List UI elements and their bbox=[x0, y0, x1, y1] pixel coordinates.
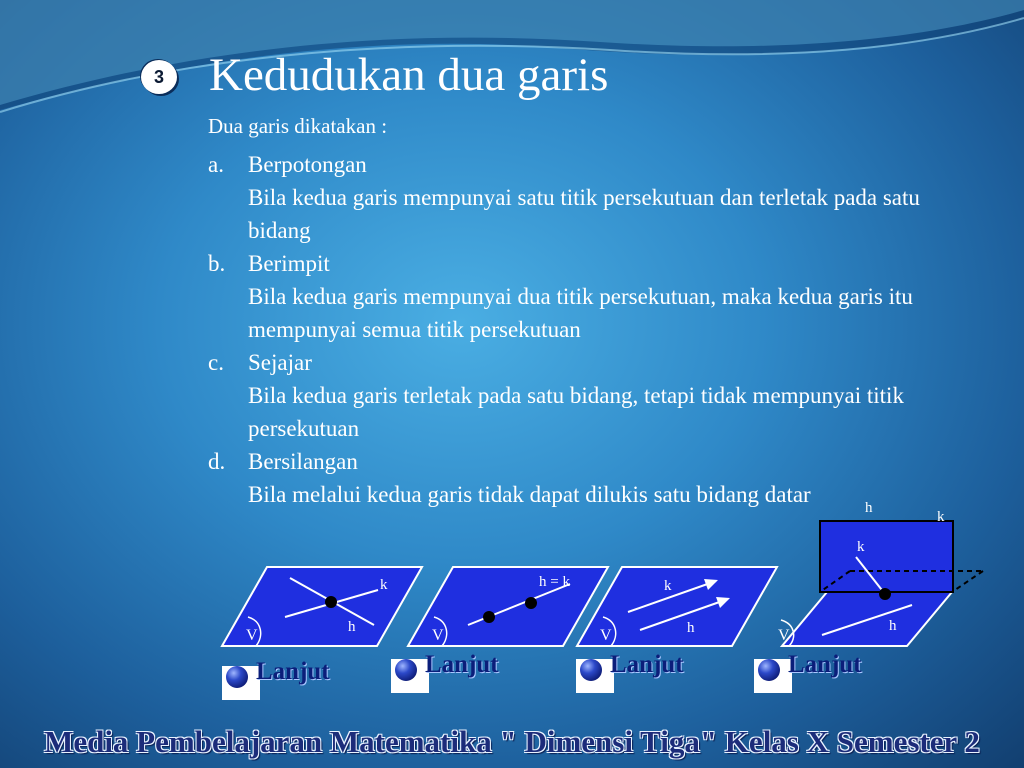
label-h: h bbox=[687, 620, 695, 636]
point-k bbox=[879, 588, 891, 600]
blue-ball-icon bbox=[758, 659, 780, 681]
label-h: h bbox=[348, 619, 356, 635]
label-v: V bbox=[600, 627, 612, 644]
footer-title: Media Pembelajaran Matematika " Dimensi Tiga" Kelas X Semester 2 bbox=[44, 724, 980, 759]
label-k-top: k bbox=[937, 509, 945, 525]
label-h: h bbox=[889, 618, 897, 634]
slide-number-badge: 3 bbox=[141, 60, 177, 94]
point-2 bbox=[525, 597, 537, 609]
lanjut-button-1[interactable] bbox=[222, 660, 332, 700]
dashed-edge-right bbox=[952, 571, 983, 592]
lanjut-button-2[interactable] bbox=[391, 653, 501, 693]
item-description: Bila kedua garis mempunyai dua titik persekutuan, maka kedua garis itu mempunyai semua titik persekutuan bbox=[248, 284, 913, 342]
lanjut-label: Lanjut bbox=[256, 658, 330, 685]
label-v: V bbox=[778, 627, 790, 644]
label-hk: h = k bbox=[539, 574, 570, 590]
lanjut-label: Lanjut bbox=[610, 651, 684, 678]
blue-ball-icon bbox=[580, 659, 602, 681]
intersection-point bbox=[325, 596, 337, 608]
figure-skew bbox=[778, 500, 983, 646]
blue-ball-icon bbox=[226, 666, 248, 688]
slide-title: Kedudukan dua garis bbox=[209, 49, 609, 101]
label-k: k bbox=[380, 577, 388, 593]
figure-coincident bbox=[408, 567, 608, 646]
item-description: Bila melalui kedua garis tidak dapat dilukis satu bidang datar bbox=[248, 482, 811, 507]
label-k: k bbox=[664, 578, 672, 594]
item-name: Berpotongan bbox=[248, 152, 367, 177]
item-name: Bersilangan bbox=[248, 449, 358, 474]
label-v: V bbox=[246, 627, 258, 644]
item-name: Sejajar bbox=[248, 350, 312, 375]
item-description: Bila kedua garis terletak pada satu bidang, tetapi tidak mempunyai titik persekutuan bbox=[248, 383, 904, 441]
figure-parallel bbox=[577, 567, 777, 646]
item-letter: a. bbox=[208, 152, 224, 177]
item-letter: c. bbox=[208, 350, 224, 375]
lanjut-button-4[interactable] bbox=[754, 653, 864, 693]
figure-intersecting bbox=[222, 567, 422, 646]
lanjut-button-3[interactable] bbox=[576, 653, 686, 693]
point-1 bbox=[483, 611, 495, 623]
item-name: Berimpit bbox=[248, 251, 330, 276]
lanjut-label: Lanjut bbox=[425, 651, 499, 678]
item-letter: b. bbox=[208, 251, 226, 276]
item-letter: d. bbox=[208, 449, 226, 474]
label-h-top: h bbox=[865, 500, 873, 516]
plane-vertical bbox=[820, 521, 953, 592]
intro-text: Dua garis dikatakan : bbox=[208, 114, 388, 138]
label-k: k bbox=[857, 539, 865, 555]
label-v: V bbox=[432, 627, 444, 644]
lanjut-label: Lanjut bbox=[788, 651, 862, 678]
blue-ball-icon bbox=[395, 659, 417, 681]
item-description: Bila kedua garis mempunyai satu titik persekutuan dan terletak pada satu bidang bbox=[248, 185, 920, 243]
